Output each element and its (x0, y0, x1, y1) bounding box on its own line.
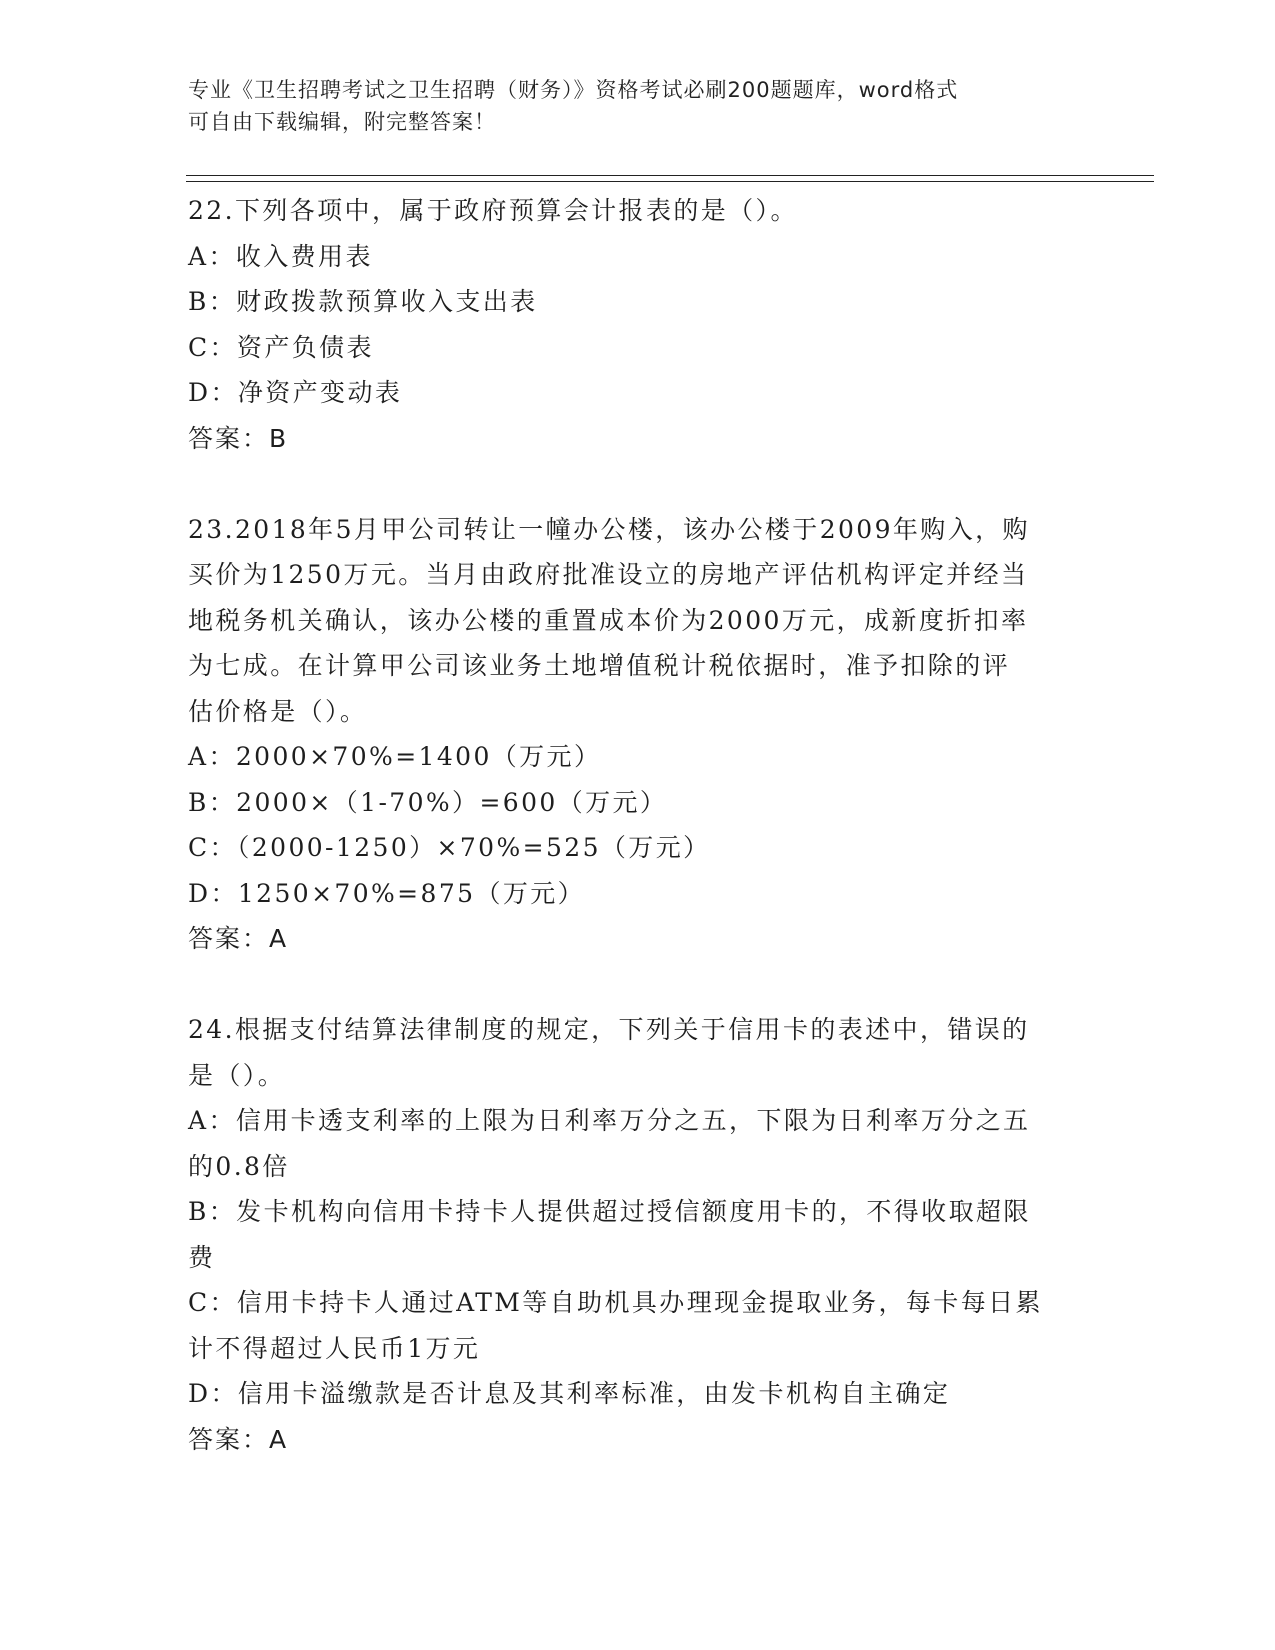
answer-label: 答案： (188, 1424, 270, 1454)
answer-value: A (269, 924, 289, 953)
answer-line (188, 1417, 1088, 1463)
option-c: C：（2000-1250）×70%=525（万元） (188, 833, 711, 862)
answer-value: A (269, 1424, 289, 1454)
question-text-line: 23.2018年5月甲公司转让一幢办公楼，该办公楼于2009年购入，购 (188, 514, 1030, 544)
question-text-line: 为七成。在计算甲公司该业务土地增值税计税依据时，准予扣除的评 (188, 651, 1011, 680)
question-spacer (188, 962, 1088, 1008)
questions-list (188, 188, 1088, 1462)
option-b: B：2000×（1-70%）=600（万元） (188, 787, 668, 817)
header-divider-top (186, 175, 1154, 176)
answer-value: B (269, 423, 289, 453)
answer-label: 答案： (188, 924, 270, 953)
question-23 (188, 507, 1088, 962)
question-text-line: 地税务机关确认，该办公楼的重置成本价为2000万元，成新度折扣率 (188, 605, 1029, 635)
question-text-line: 24.根据支付结算法律制度的规定，下列关于信用卡的表述中，错误的 (188, 1015, 1030, 1044)
option-c-continued: 计不得超过人民币1万元 (188, 1333, 481, 1363)
option-d: D：净资产变动表 (188, 378, 403, 407)
question-text-line: 是（）。 (188, 1060, 286, 1090)
option-b: B：财政拨款预算收入支出表 (188, 287, 538, 316)
option-c: C：信用卡持卡人通过ATM等自助机具办理现金提取业务，每卡每日累 (188, 1288, 1043, 1317)
question-22 (188, 188, 1088, 461)
answer-line (188, 916, 1088, 962)
question-text-line: 买价为1250万元。当月由政府批准设立的房地产评估机构评定并经当 (188, 560, 1029, 589)
question-spacer (188, 461, 1088, 507)
answer-label: 答案： (188, 423, 270, 453)
option-a: A：2000×70%=1400（万元） (188, 742, 602, 771)
option-a: A：信用卡透支利率的上限为日利率万分之五，下限为日利率万分之五 (188, 1106, 1031, 1135)
document-header (188, 74, 1078, 138)
option-d: D：1250×70%=875（万元） (188, 878, 586, 908)
question-text-line: 22.下列各项中，属于政府预算会计报表的是（）。 (188, 196, 798, 225)
question-text-line: 估价格是（）。 (188, 696, 368, 726)
option-c: C：资产负债表 (188, 332, 374, 362)
option-d: D：信用卡溢缴款是否计息及其利率标准，由发卡机构自主确定 (188, 1379, 951, 1408)
header-line-1: 专业《卫生招聘考试之卫生招聘（财务）》资格考试必刷200题题库，word格式 (188, 78, 959, 102)
question-24 (188, 1007, 1088, 1462)
answer-line (188, 416, 1088, 462)
option-b-continued: 费 (188, 1242, 216, 1272)
header-line-2: 可自由下载编辑，附完整答案！ (188, 110, 496, 134)
option-b: B：发卡机构向信用卡持卡人提供超过授信额度用卡的，不得收取超限 (188, 1197, 1031, 1226)
header-divider-bottom (186, 181, 1154, 182)
option-a-continued: 的0.8倍 (188, 1151, 290, 1181)
option-a: A：收入费用表 (188, 241, 373, 271)
